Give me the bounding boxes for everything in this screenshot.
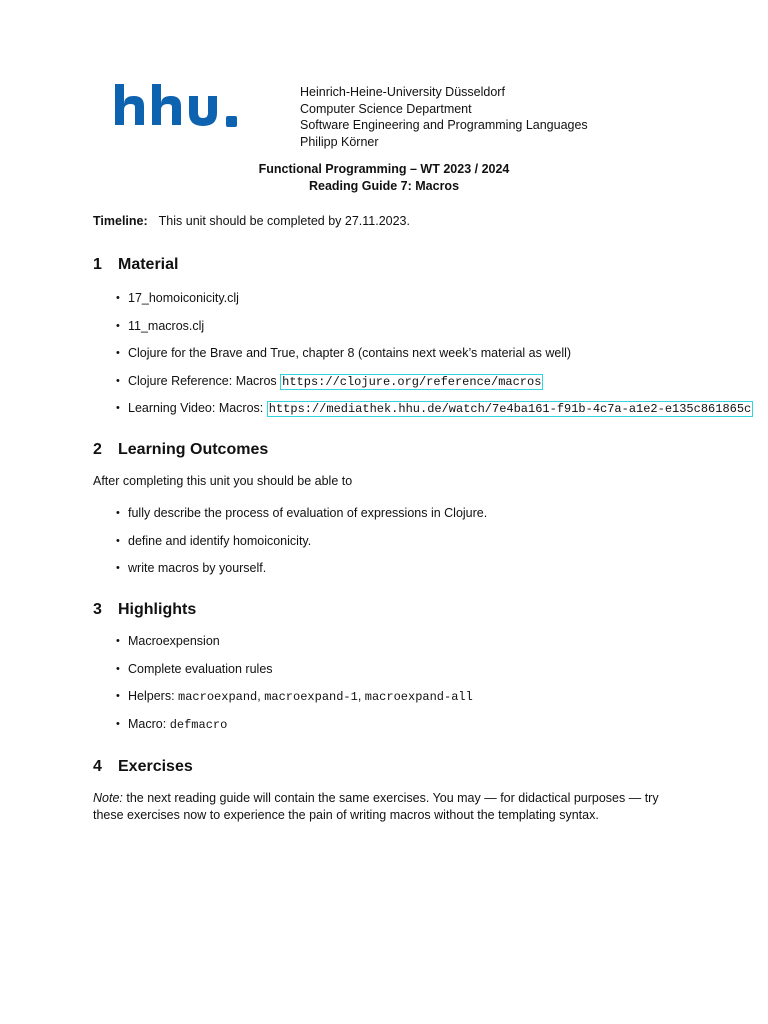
section-heading-material [93,256,178,274]
section-title: Exercises [118,758,193,775]
section-number: 4 [93,758,102,775]
course-title: Functional Programming – WT 2023 / 2024 [258,162,510,176]
list-item: • fully describe the process of evaluation of expressions in Clojure. [116,505,487,533]
author-name: Philipp Körner [300,135,379,150]
learning-video-link[interactable]: https://mediathek.hhu.de/watch/7e4ba161-f91b-4c7a-a1e2-e135c861865c [268,402,752,416]
guide-title: Reading Guide 7: Macros [308,179,460,193]
list-item: • Complete evaluation rules [116,661,473,689]
document-title [0,161,768,195]
code-defmacro: defmacro [169,717,228,732]
note-label: Note: [93,791,123,805]
list-item: • Macro: defmacro [116,716,473,744]
timeline-label: Timeline: [93,214,148,228]
material-list [116,290,753,428]
section-title: Learning Outcomes [118,441,269,458]
code-macroexpand-1: macroexpand-1 [264,690,358,704]
section-number: 2 [93,441,102,458]
affiliation-block [300,84,588,151]
timeline-text: This unit should be completed by 27.11.2023. [158,214,410,228]
section-title: Material [118,256,179,273]
hhu-logo [113,82,243,130]
highlights-list [116,633,473,743]
outcomes-intro: After completing this unit you should be able to [93,474,353,488]
code-macroexpand-all: macroexpand-all [364,690,473,704]
list-item: • Helpers: macroexpand, macroexpand-1, macroexpand-all [116,688,473,716]
section-heading-outcomes [93,441,268,459]
exercises-note: Note: the next reading guide will contain the same exercises. You may — for didactical purposes — try these exercises now to experience the pain of writing macros without the templating syntax. [93,791,659,822]
list-item: • Clojure for the Brave and True, chapter 8 (contains next week’s material as well) [116,345,753,373]
university-name: Heinrich-Heine-University Düsseldorf [300,85,505,99]
section-title: Highlights [118,601,197,618]
clojure-reference-link[interactable]: https://clojure.org/reference/macros [282,374,542,389]
list-item: • Macroexpension [116,633,473,661]
list-item: • define and identify homoiconicity. [116,533,487,561]
list-item: • Learning Video: Macros: https://mediathek.hhu.de/watch/7e4ba161-f91b-4c7a-a1e2-e135c861865c [116,400,753,428]
list-item: • write macros by yourself. [116,560,487,588]
section-number: 3 [93,601,102,618]
outcomes-list [116,505,487,588]
group-name: Software Engineering and Programming Languages [300,118,588,133]
section-number: 1 [93,256,102,273]
timeline [93,214,410,228]
list-item: • 17_homoiconicity.clj [116,290,753,318]
section-heading-highlights [93,601,196,619]
department-name: Computer Science Department [300,101,472,116]
section-heading-exercises [93,758,193,776]
list-item: • Clojure Reference: Macros https://clojure.org/reference/macros [116,373,753,401]
code-macroexpand: macroexpand [178,690,258,704]
list-item: • 11_macros.clj [116,318,753,346]
